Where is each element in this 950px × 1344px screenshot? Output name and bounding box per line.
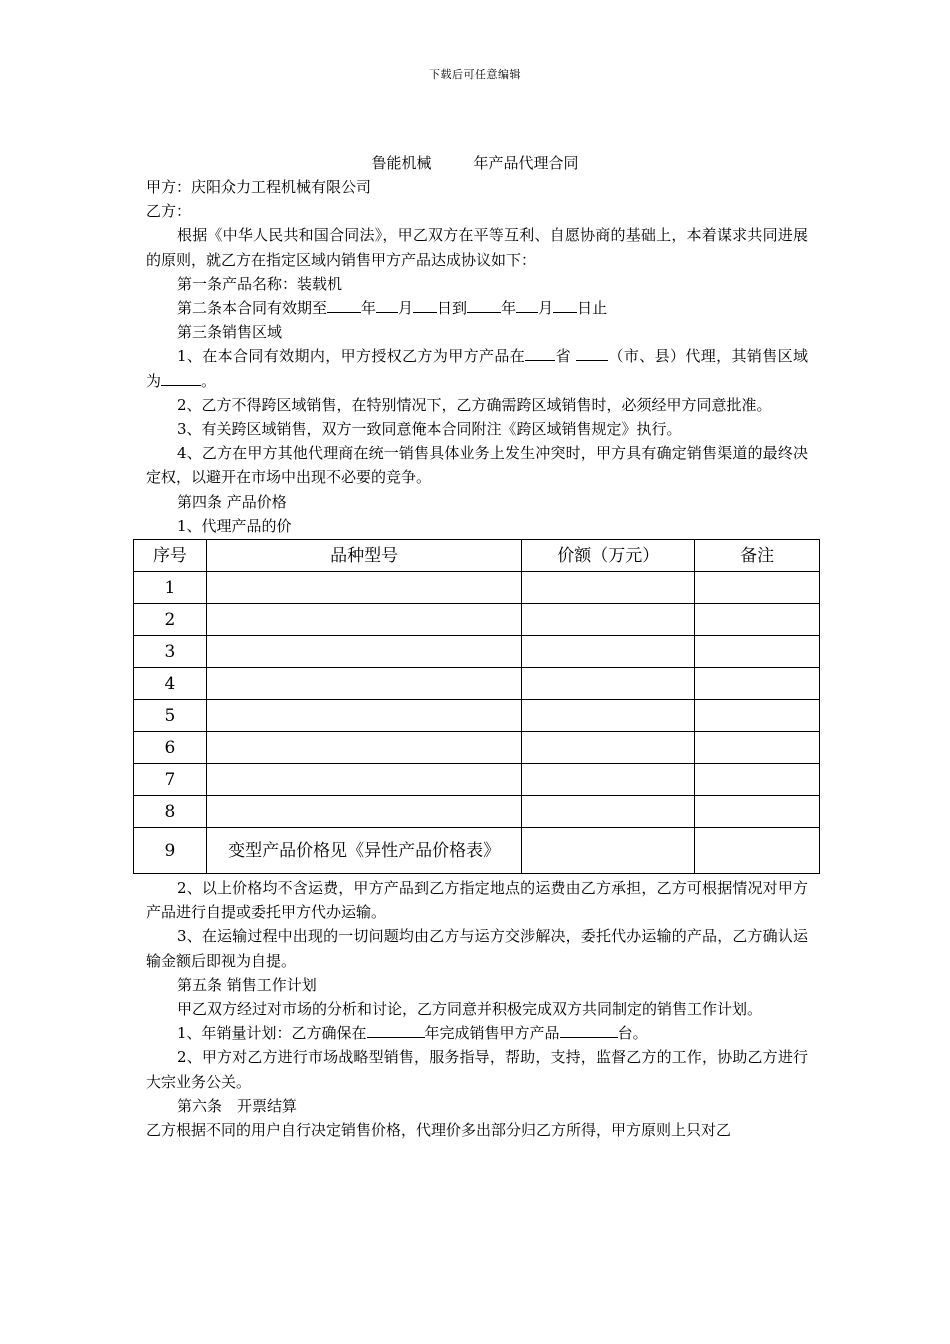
article-4-clause-1: 1、代理产品的价: [177, 516, 292, 535]
article-2: 第二条本合同有效期至 年 月 日到 年 月 日止: [177, 299, 608, 318]
header-model: 品种型号: [206, 540, 522, 572]
article-1: 第一条产品名称：装载机: [177, 274, 343, 293]
table-row: 8: [134, 796, 820, 828]
table-header-row: [134, 540, 820, 572]
price-table: [133, 539, 820, 874]
article-6-title: 第六条 开票结算: [177, 1096, 298, 1115]
article-5-clause-1: 1、年销量计划：乙方确保在 年完成销售甲方产品 台。: [177, 1024, 648, 1043]
table-row: 5: [134, 700, 820, 732]
article-3-clause-4: 4、乙方在甲方其他代理商在统一销售具体业务上发生冲突时，甲方具有确定销售渠道的最终决定权，以避开在市场中出现不必要的竞争。: [146, 444, 808, 487]
header-price: 价额（万元）: [522, 540, 695, 572]
party-b: 乙方：: [146, 202, 192, 221]
party-a: 甲方：庆阳众力工程机械有限公司: [146, 178, 372, 196]
title-company: 鲁能机械: [371, 154, 432, 172]
document-title: [0, 152, 950, 173]
title-contract: 年产品代理合同: [473, 154, 579, 172]
article-4-title: 第四条 产品价格: [177, 492, 287, 511]
preamble: 根据《中华人民共和国合同法》，甲乙双方在平等互利、自愿协商的基础上，本着谋求共同进展的原则，就乙方在指定区域内销售甲方产品达成协议如下：: [146, 226, 808, 269]
article-5-intro: 甲乙双方经过对市场的分析和讨论，乙方同意并积极完成双方共同制定的销售工作计划。: [177, 1000, 763, 1019]
article-3-title: 第三条销售区域: [177, 323, 283, 342]
article-4-clause-3: 3、在运输过程中出现的一切问题均由乙方与运方交涉解决，委托代办运输的产品，乙方确认运输金额后即视为自提。: [146, 927, 808, 970]
table-row: 7: [134, 764, 820, 796]
article-6-text: 乙方根据不同的用户自行决定销售价格，代理价多出部分归乙方所得，甲方原则上只对乙: [146, 1121, 732, 1140]
article-3-clause-1: 1、在本合同有效期内，甲方授权乙方为甲方产品在 省 （市、县）代理，其销售区域为 。: [146, 347, 808, 390]
header-note: 下载后可任意编辑: [429, 68, 521, 81]
table-row: 1: [134, 572, 820, 604]
article-4-clause-2: 2、以上价格均不含运费，甲方产品到乙方指定地点的运费由乙方承担，乙方可根据情况对甲方产品进行自提或委托甲方代办运输。: [146, 879, 808, 922]
contract-body: [146, 175, 808, 1142]
article-5-title: 第五条 销售工作计划: [177, 975, 317, 994]
article-5-clause-2: 2、甲方对乙方进行市场战略型销售，服务指导，帮助，支持，监督乙方的工作，协助乙方进行大宗业务公关。: [146, 1048, 808, 1091]
article-3-clause-3: 3、有关跨区域销售，双方一致同意俺本合同附注《跨区域销售规定》执行。: [177, 420, 682, 439]
table-row: 6: [134, 732, 820, 764]
header-remark: 备注: [695, 540, 820, 572]
table-row: 2: [134, 604, 820, 636]
header-no: 序号: [134, 540, 207, 572]
article-3-clause-2: 2、乙方不得跨区域销售，在特别情况下，乙方确需跨区域销售时，必须经甲方同意批准。: [177, 395, 772, 414]
table-row: 3: [134, 636, 820, 668]
table-row: 4: [134, 668, 820, 700]
table-row: 9 变型产品价格见《异性产品价格表》: [134, 828, 820, 874]
